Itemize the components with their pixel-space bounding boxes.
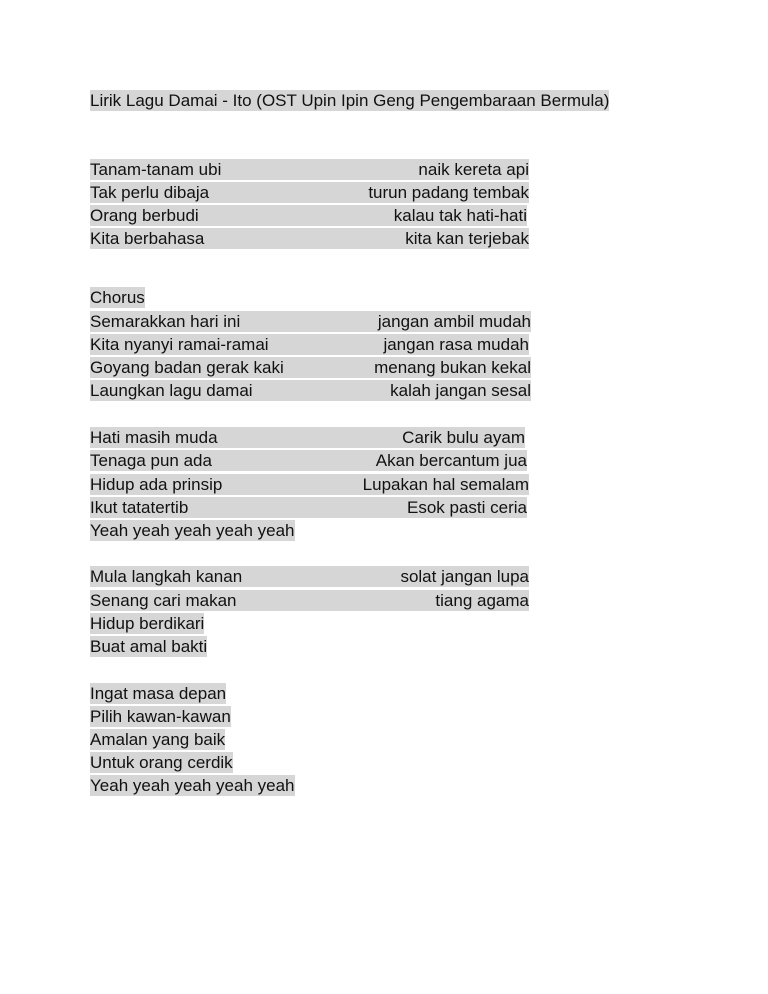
lyric-left: Tak perlu dibaja — [90, 183, 210, 202]
lyric-line: Amalan yang baik — [90, 730, 226, 749]
lyric-row — [90, 205, 527, 226]
lyric-right: Esok pasti ceria — [407, 498, 527, 517]
lyric-left: Tenaga pun ada — [90, 451, 212, 470]
lyric-line: Hidup berdikari — [90, 614, 205, 633]
lyric-right: turun padang tembak — [368, 183, 529, 202]
lyric-left: Mula langkah kanan — [90, 567, 243, 586]
lyric-right: Lupakan hal semalam — [362, 475, 529, 494]
lyric-right: kita kan terjebak — [405, 229, 529, 248]
lyric-row — [90, 228, 529, 249]
lyric-left: Tanam-tanam ubi — [90, 160, 222, 179]
lyric-right: menang bukan kekal — [374, 358, 531, 377]
lyric-row — [90, 182, 529, 203]
lyric-left: Hati masih muda — [90, 428, 218, 447]
lyric-right: naik kereta api — [418, 160, 529, 179]
lyric-right: kalah jangan sesal — [390, 381, 531, 400]
lyric-left: Hidup ada prinsip — [90, 475, 223, 494]
lyric-row — [90, 311, 531, 332]
lyric-left: Senang cari makan — [90, 591, 237, 610]
lyric-line: Buat amal bakti — [90, 637, 208, 656]
lyric-row — [90, 566, 529, 587]
lyric-line: Pilih kawan-kawan — [90, 707, 231, 726]
lyric-right: Carik bulu ayam — [402, 428, 525, 447]
lyric-right: Akan bercantum jua — [375, 451, 527, 470]
lyric-line: Yeah yeah yeah yeah yeah — [90, 521, 295, 540]
lyric-left: Goyang badan gerak kaki — [90, 358, 284, 377]
lyric-left: Kita berbahasa — [90, 229, 205, 248]
lyric-right: kalau tak hati-hati — [393, 206, 527, 225]
lyric-row — [90, 450, 527, 471]
lyric-left: Laungkan lagu damai — [90, 381, 253, 400]
lyric-row — [90, 590, 529, 611]
lyric-left: Kita nyanyi ramai-ramai — [90, 335, 269, 354]
lyric-left: Orang berbudi — [90, 206, 199, 225]
lyric-row — [90, 474, 529, 495]
lyric-line: Yeah yeah yeah yeah yeah — [90, 776, 295, 795]
lyric-right: jangan rasa mudah — [383, 335, 529, 354]
lyric-line: Ingat masa depan — [90, 684, 227, 703]
lyric-right: jangan ambil mudah — [377, 312, 531, 331]
lyric-row — [90, 427, 525, 448]
lyric-right: tiang agama — [435, 591, 529, 610]
lyric-line: Untuk orang cerdik — [90, 753, 233, 772]
lyric-left: Ikut tatatertib — [90, 498, 189, 517]
lyric-row — [90, 380, 531, 401]
lyric-row — [90, 357, 531, 378]
chorus-label: Chorus — [90, 288, 145, 307]
lyric-row — [90, 334, 529, 355]
lyric-right: solat jangan lupa — [400, 567, 529, 586]
lyric-row — [90, 159, 529, 180]
document-title: Lirik Lagu Damai - Ito (OST Upin Ipin Geng Pengembaraan Bermula) — [90, 91, 610, 110]
lyric-row — [90, 497, 527, 518]
lyric-left: Semarakkan hari ini — [90, 312, 241, 331]
